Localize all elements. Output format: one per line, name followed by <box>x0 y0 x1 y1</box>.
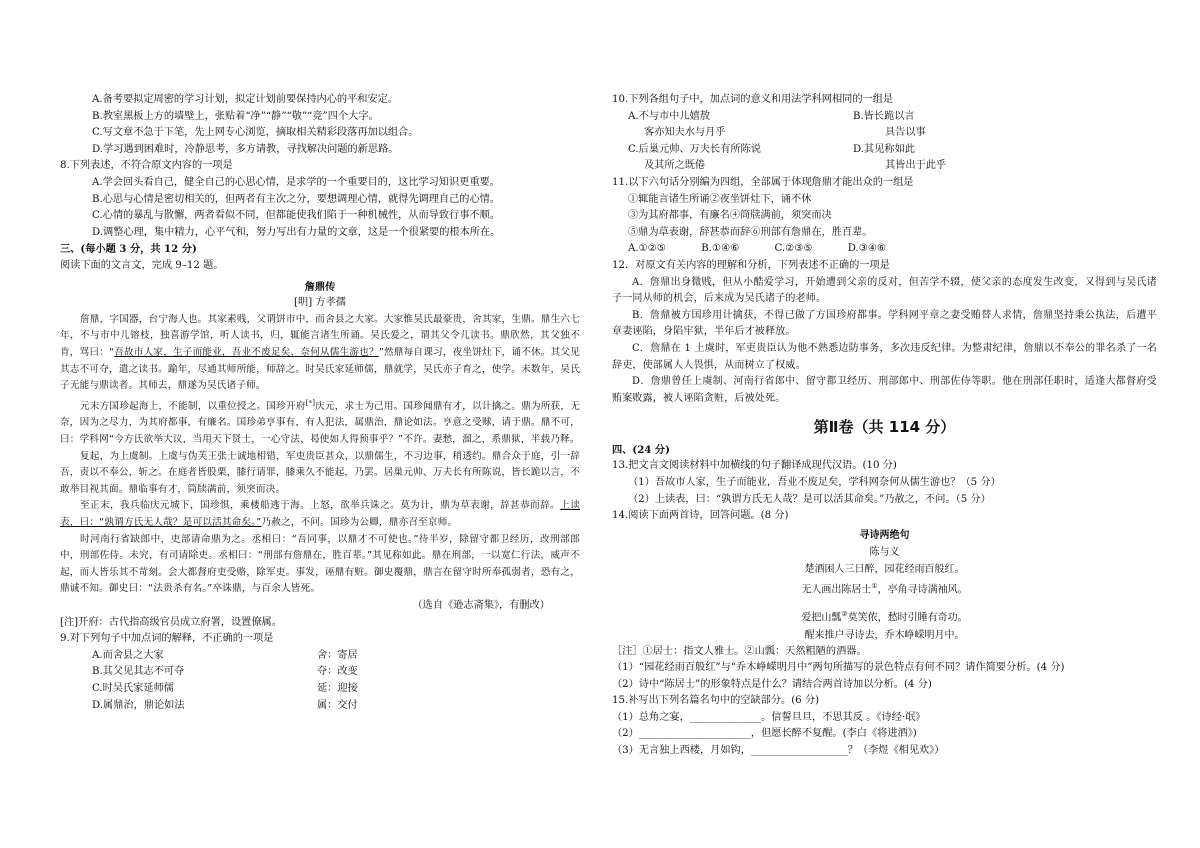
q7-option-a: A.备考要拟定周密的学习计划，拟定计划前要保持内心的平和安定。 <box>92 94 399 105</box>
q11-options <box>612 241 1157 258</box>
q13-item-1: （1）吾故市人家，生子而能业，吾业不废足矣，学科网奈何从儒生游也？（5 分） <box>628 477 1001 489</box>
q12-option-c: C．詹鼎在 1 上虞时，军吏贵臣认为他不熟悉边防事务，多次违反纪律。为整肃纪律，詹鼎以不奉公的罪名杀了一名辞吏，使部属人人畏惧，从而树立了权威。 <box>612 342 1157 371</box>
q10-row-2: 客亦知夫水与月乎 具告以事 <box>644 127 926 139</box>
poem-note: ［注］①居士：指文人雅士。②山瓢：天然粗陋的酒器。 <box>612 645 867 657</box>
part-2-title: 第Ⅱ卷（共 114 分） <box>813 418 956 437</box>
q8-option-b: B.心思与心情是密切相关的，但两者有主次之分，要想调理心情，就得先调理自己的心情。 <box>92 193 501 205</box>
poem-author: 陈与义 <box>869 546 900 558</box>
q15-stem: 15.补写出下列名篇名句中的空缺部分。(6 分) <box>612 695 820 707</box>
q11-stem: 11.以下六句话分别编为四组，全部属于体现詹鼎才能出众的一组是 <box>612 176 914 188</box>
q9-stem: 9.对下列句子中加点词的解释，不正确的一项是 <box>60 633 274 645</box>
q9-option-d: D.属鼎治，鼎论如法 属：交付 <box>92 699 358 711</box>
q15-item-1: （1）总角之宴，______________。信誓旦旦，不思其反 。《诗经·氓》 <box>612 711 926 723</box>
q15-item-3: （3）无言独上西楼，月如钩，___________________？（李煜《相见欢》） <box>612 745 945 757</box>
passage-paragraph-1: 詹鼎，字国器，台宁海人也。其家素贱，父谓饼市中，而舍县之大家。大家惟吴氏最豪贵，舍其家，生鼎。鼎生六七年，不与市中儿镕枝，独喜游学馆，听人读书，归，辄能言诸生所诵。吴氏爱之，谓其父令儿读书。鼎欣然，其父独不肯，骂曰：“吾故市人家，生子而能业，吾业不废足矣，奈何从儒生游也？”然鼎每自课习，夜坐饼灶下，诵不休。其父见其志不可夺，遣之读书。踰年，尽通其师所能，师辞之。时吴氏家延师儒，鼎就学，吴氏亦子育之，使学。未数年，吴氏子无能与鼎读者。其师去，鼎遂为吴氏诸子师。 <box>60 313 581 392</box>
q10-row-3: C.后巢元帅、万夫长有所陈说 D.其见称如此 <box>628 143 915 155</box>
underlined-sentence-1: 吾故市人家，生子而能业，吾业不废足矣，奈何从儒生游也？ <box>114 346 379 358</box>
passage-note: [注]开府：古代指高级官员成立府署，设置僚属。 <box>60 616 282 628</box>
passage-author: [明] 方孝孺 <box>294 297 346 309</box>
q7-option-c: C.写文章不急于下笔，先上网专心浏览，摘取相关精彩段落再加以组合。 <box>92 127 419 139</box>
q7-option-b: B.教室黑板上方的墙壁上，张贴着“净”“静”“敬”“竞”四个大字。 <box>92 110 379 122</box>
section-4-title: 四、(24 分) <box>612 443 670 456</box>
poem-2-line-1: 爱把山瓢②莫笑侬，愁时引睡有奇功。 <box>801 610 968 624</box>
underlined-sentence-2: 上读表，曰：“孰谓方氏无人哉？是可以活其命矣。” <box>60 500 580 529</box>
q10-stem: 10.下列各组句子中，加点词的意义和用法学科网相同的一组是 <box>612 94 894 105</box>
q8-option-c: C.心情的暴乱与散懈，两者看似不同，但都能使我们陷于一种机械性，从而导致行事不顺。 <box>92 210 500 222</box>
q13-stem: 13.把文言文阅读材料中加横线的句子翻译成现代汉语。(10 分) <box>612 460 897 472</box>
q14-item-2: （2）诗中“陈居士”的形象特点是什么？请结合两首诗加以分析。(4 分) <box>612 678 932 690</box>
q12-option-d: D．詹鼎曾任上虞制、河南行省郎中、留守都卫经历、刑部郎中、刑部佐侍等职。他在刑部任职时，适逢大都督府受贿案败露，被人诬陷贪赃，后被处死。 <box>612 376 1157 404</box>
q9-option-b: B.其父见其志不可夺 夺：改变 <box>92 666 358 678</box>
q12-option-b: B．詹鼎被方国珍用计擒获，不得已做了方国珍府都事。学科网平章之妻受贿替人求情，詹鼎坚持秉公执法，后遭平章妻诬陷，身陷牢狱，半年后才被释放。 <box>612 309 1157 338</box>
q11-item-1: ①辄能言诸生所诵②夜坐饼灶下，诵不休 <box>628 193 812 205</box>
q14-stem: 14.阅读下面两首诗，回答问题。(8 分) <box>612 510 789 522</box>
q8-option-a: A.学会回头看自己，健全自己的心思心情，是求学的一个重要目的，这比学习知识更重要。 <box>92 176 500 188</box>
q10-row-1: A.不与市中儿嬉敖 B.皆长跪以言 <box>628 110 915 122</box>
q12-stem: 12．对原文有关内容的理解和分析，下列表述不正确的一项是 <box>612 259 890 271</box>
poem-title: 寻诗两绝句 <box>859 529 910 541</box>
note-marker: [*] <box>305 398 316 407</box>
section-3-title: 三、(每小题 3 分，共 12 分) <box>60 243 197 256</box>
q15-item-2: （2）______________________，但愿长醉不复醒。(李白《将进酒》) <box>612 728 917 740</box>
section-3-intro: 阅读下面的文言文，完成 9–12 题。 <box>60 259 224 271</box>
passage-paragraph-3: 复起，为上虞制。上虞与伪芙王张士诚地相错，军吏贵臣甚众，以鼎儒生，不习边事，稍透约。鼎合众于庭，引一辞吾，责以不奉公，斩之。在庭者皆股栗，膝行请罪，膝乘久不能起，乃罢。居巢元帅、万夫长有所陈说，皆长跪以言，不敢举目视其面。鼎临事有才，筒牍满前，须突而决。 <box>60 450 580 495</box>
poem-1-line-2: 无人画出陈居士①，亭角寻诗满袖风。 <box>801 581 968 596</box>
q10-row-4: 及其所之既倦 其皆出于此乎 <box>644 160 947 172</box>
passage-paragraph-4: 至正末，我兵临庆元城下，国珍惧，乘楼船逃于海。上怒，欲举兵诛之。莫为计，鼎为草表谢，辞甚恭而辞。上读表，曰：“孰谓方氏无人哉？是可以活其命矣。”乃赦之，不问。国珍为公卿，鼎亦召至京师。 <box>60 500 580 529</box>
q11-item-2: ③为其府都事，有廉名④筒牍满前，须突而决 <box>628 210 832 222</box>
passage-title: 詹鼎传 <box>304 280 336 293</box>
q8-option-d: D.调整心理，集中精力，心平气和，努力写出有力量的文章，这是一个很紧要的根本所在。 <box>92 226 501 238</box>
passage-paragraph-5: 时河南行省缺郎中，吏部请命鼎为之。丞相曰：“吾同事，以鼎才不可使也。”待半岁，除留守都卫经历，改刑部郎中，刑部佐侍。未究，有司请除吏。丞相曰：“刑部有詹鼎在，胜百辈。”其见称如此。鼎在刑部，一以宽仁行法，威声不起，而人皆乐其不苛刻。会大都督府吏受赂，除军吏。事发，诬鼎有赃。御史覆鼎，鼎言在留守时所奉孤弱者，恐有之，鼎诚不知。御史曰：“法贵杀有名。”卒诛鼎，与百余人皆死。 <box>60 533 580 595</box>
q13-item-2: （2）上读表，曰：“孰谓方氏无人哉？是可以活其命矣。”乃赦之，不问。（5 分） <box>628 493 991 505</box>
poem-1-line-1: 楚酒困人三日醉，园花经雨百般红。 <box>804 563 965 575</box>
q11-option-d: D.③④⑥ <box>847 243 887 255</box>
q9-option-a: A.而舍县之大家 舍：寄居 <box>92 649 358 661</box>
q8-stem: 8.下列表述，不符合原文内容的一项是 <box>60 160 233 172</box>
q7-option-d: D.学习遇到困难时，冷静思考，多方请教，寻找解决问题的新思路。 <box>92 143 399 155</box>
q11-option-c: C.②③⑤ <box>774 243 813 255</box>
right-column <box>612 92 1157 760</box>
passage-source: （选自《逊志斋集》，有删改） <box>412 600 550 611</box>
q14-item-1: （1）“园花经雨百般红”与“乔木峥嵘明月中”两句所描写的景色特点有何不同？请作简要分析。(4 分) <box>612 662 1065 674</box>
passage-paragraph-2: 元末方国珍起海上，不能制，以重位授之。国珍开府[*]庆元，求士为己用。国珍闻鼎有才，以计擒之。鼎为所获，无奈，因为之尽力，为其府都事，有廉名。国珍弟亨事有，有人犯法，属鼎治，鼎论如法。亨意之受赇，请于鼎。鼎不可，曰：学科网“今方氏欲举大议，当用天下贤士，一心守法，曷使如人得预事乎？”不许。妻愁，溜之，系鼎狱，半载乃释。 <box>60 398 580 446</box>
left-column <box>60 92 580 714</box>
q11-option-a: A.①②⑤ <box>628 243 666 255</box>
poem-2-line-2: 醒来推户寻诗去，乔木峥嵘明月中。 <box>804 629 965 641</box>
q11-item-3: ⑤鼎为草表谢，辞甚恭而辞⑥刑部有詹鼎在，胜百辈。 <box>628 226 873 238</box>
q12-option-a: A．詹鼎出身微贱，但从小酷爱学习，开始遭到父亲的反对，但苦学不辍，使父亲的态度发生改变，又得到与吴氏诸子一同从师的机会，后来成为吴氏诸子的老师。 <box>612 276 1157 305</box>
q11-option-b: B.①④⑥ <box>701 243 740 255</box>
q9-option-c: C.时吴氏家延师儒 延：迎接 <box>92 682 358 694</box>
